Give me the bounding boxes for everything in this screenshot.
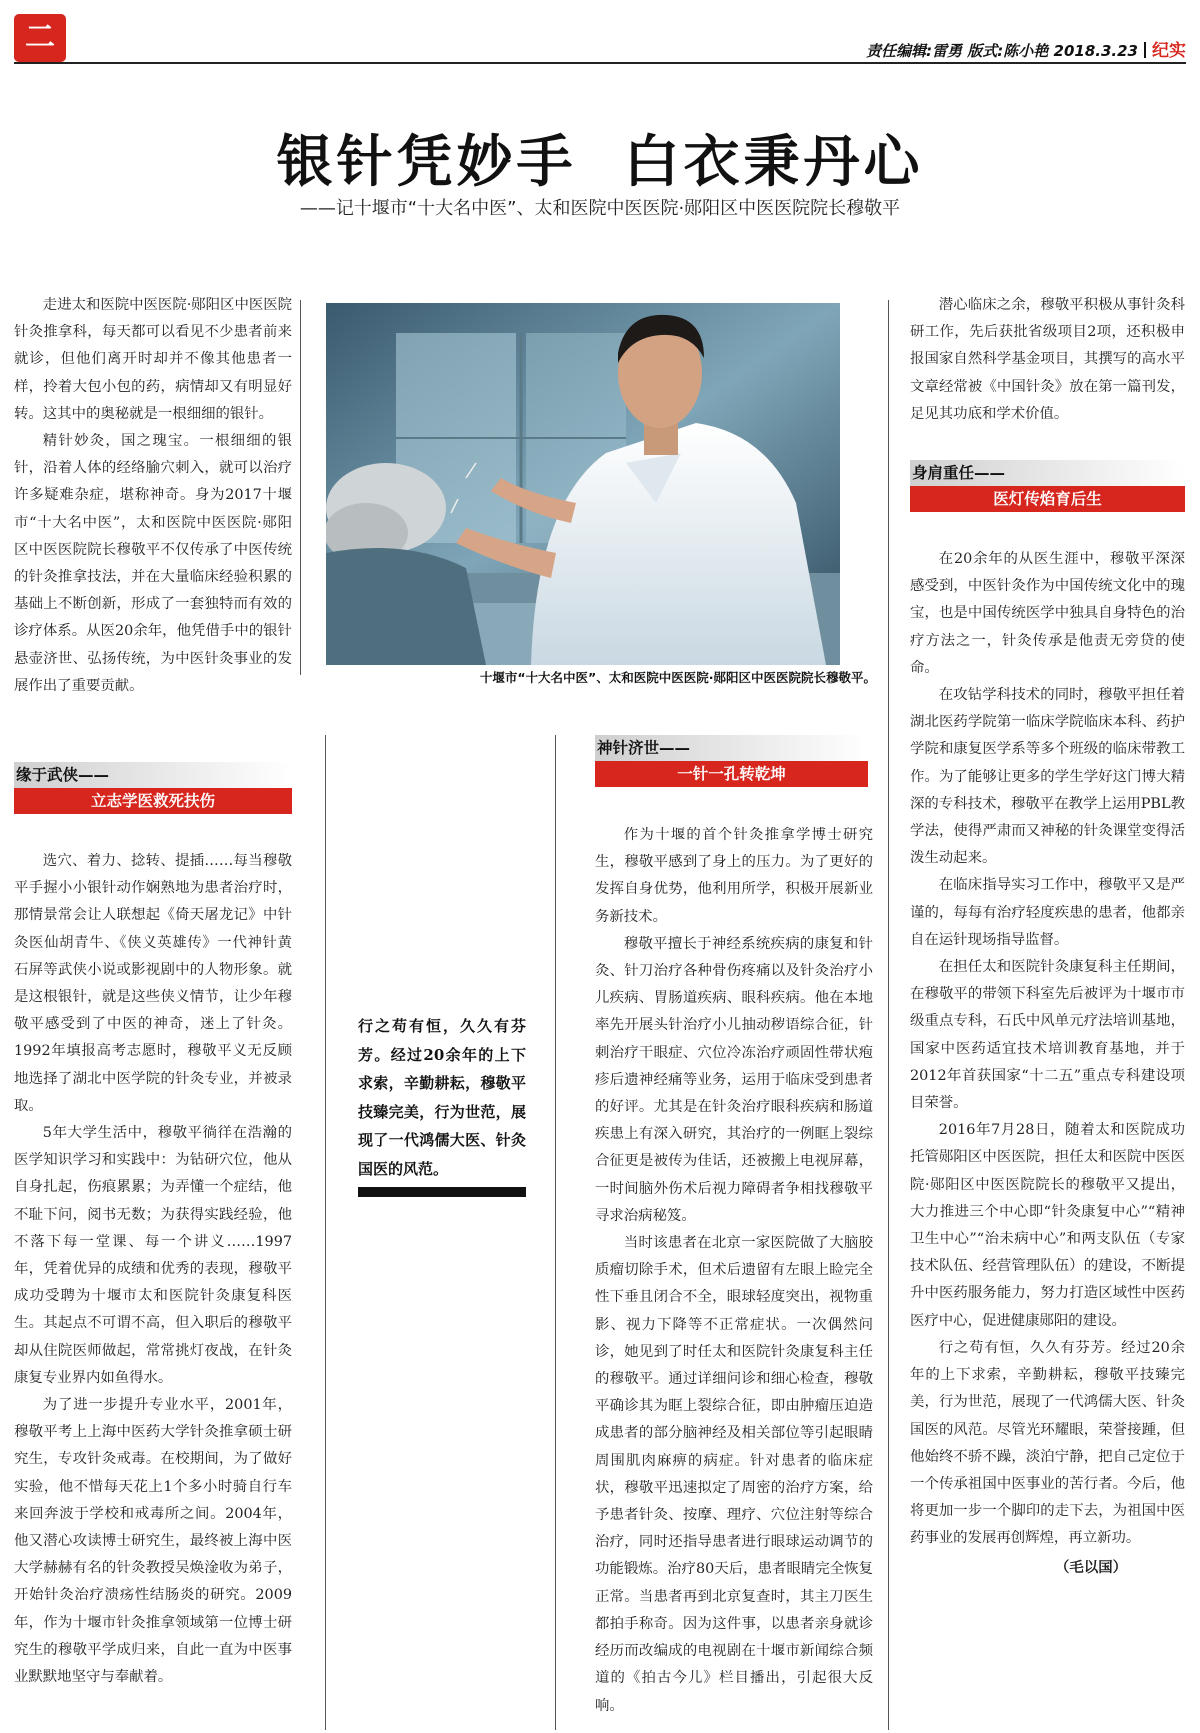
column-divider xyxy=(555,735,556,1730)
paragraph: 行之苟有恒，久久有芬芳。经过20余年的上下求索，辛勤耕耘，穆敬平技臻完美，行为世范，展现了一代鸿儒大医、针灸国医的风范。尽管光环耀眼，荣誉接踵，但他始终不骄不躁，淡泊宁静，把自己定位于一个传承祖国中医事业的苦行者。今后，他将更加一步一个脚印的走下去，为祖国中医药事业的发展再创辉煌，再立新功。 xyxy=(910,1339,1185,1547)
paragraph: 5年大学生活中，穆敬平徜徉在浩瀚的医学知识学习和实践中：为钻研穴位，他从自身扎起，伤痕累累；为弄懂一个症结，他不耻下问，阅书无数；为获得实践经验，他不落下每一堂课、每一个讲义……1997年，凭着优异的成绩和优秀的表现，穆敬平成功受聘为十堰市太和医院针灸康复科医生。其起点不可谓不高，但入职后的穆敬平却从住院医师做起，常常挑灯夜战，在针灸康复专业界内如鱼得水。 xyxy=(14,1125,292,1386)
section-title-bar: 医灯传焰育后生 xyxy=(910,486,1185,512)
author-byline: （毛以国） xyxy=(1055,1559,1127,1576)
section-name: 纪实 xyxy=(1152,41,1186,61)
column-1-top xyxy=(14,292,292,700)
paragraph: 在临床指导实习工作中，穆敬平又是严谨的，每每有治疗轻度疾患的患者，他都亲自在运针现场指导监督。 xyxy=(910,877,1185,948)
header-info xyxy=(866,36,1186,61)
column-divider xyxy=(888,300,889,1730)
subheadline: ——记十堰市“十大名中医”、太和医院中医医院·郧阳区中医医院院长穆敬平 xyxy=(299,198,901,219)
section-heading-1 xyxy=(14,762,292,814)
paragraph: 穆敬平擅长于神经系统疾病的康复和针灸、针刀治疗各种骨伤疼痛以及针灸治疗小儿疾病、胃肠道疾病、眼科疾病。他在本地率先开展头针治疗小儿抽动秽语综合征，针刺治疗干眼症、穴位冷冻治疗顽固性带状疱疹后遗神经痛等业务，运用于临床受到患者的好评。尤其是在针灸治疗眼科疾病和肠道疾患上有深入研究，其治疗的一例眶上裂综合征更是被传为佳话，还被搬上电视屏幕，一时间脑外伤术后视力障碍者争相找穆敬平寻求治病秘笈。 xyxy=(595,935,873,1224)
paragraph: 在攻钻学科技术的同时，穆敬平担任着湖北医药学院第一临床学院临床本科、药护学院和康复医学系等多个班级的临床带教工作。为了能够让更多的学生学好这门博大精深的专科技术，穆敬平在教学上运用PBL教学法，使得严肃而又神秘的针灸课堂变得活泼生动起来。 xyxy=(910,687,1185,867)
photo-caption: 十堰市“十大名中医”、太和医院中医医院·郧阳区中医医院院长穆敬平。 xyxy=(479,670,876,685)
article-photo xyxy=(326,303,840,665)
section-kicker: 身肩重任—— xyxy=(910,460,1185,486)
pull-quote-bar xyxy=(358,1187,526,1197)
paragraph: 为了进一步提升专业水平，2001年，穆敬平考上上海中医药大学针灸推拿硕士研究生，专攻针灸戒毒。在校期间，为了做好实验，他不惜每天花上1个多小时骑自行车来回奔波于学校和戒毒所之间。2004年，他又潜心攻读博士研究生，最终被上海中医大学赫赫有名的针灸教授吴焕淦收为弟子，开始针灸治疗溃疡性结肠炎的研究。2009年，作为十堰市针灸推拿领域第一位博士研究生的穆敬平学成归来，自此一直为中医事业默默地坚守与奉献着。 xyxy=(14,1397,292,1686)
paragraph: 在20余年的从医生涯中，穆敬平深深感受到，中医针灸作为中国传统文化中的瑰宝，也是中国传统医学中独具自身特色的治疗方法之一，针灸传承是他责无旁贷的使命。 xyxy=(910,551,1185,676)
doctor-acupuncture-illustration xyxy=(326,303,840,665)
paragraph: 作为十堰的首个针灸推拿学博士研究生，穆敬平感到了身上的压力。为了更好的发挥自身优势，他利用所学，积极开展新业务新技术。 xyxy=(595,827,873,925)
section-heading-3 xyxy=(910,460,1185,512)
paragraph: 精针妙灸，国之瑰宝。一根细细的银针，沿着人体的经络腧穴刺入，就可以治疗许多疑难杂症，堪称神奇。身为2017十堰市“十大名中医”，太和医院中医医院·郧阳区中医医院院长穆敬平不仅传承了中医传统的针灸推拿技法，并在大量临床经验积累的基础上不断创新，形成了一套独特而有效的诊疗体系。从医20余年，他凭借手中的银针悬壶济世、弘扬传统，为中医针灸事业的发展作出了重要贡献。 xyxy=(14,433,292,694)
column-divider xyxy=(300,300,301,675)
section-kicker: 神针济世—— xyxy=(595,735,868,761)
section-heading-2 xyxy=(595,735,868,787)
pull-quote: 行之苟有恒，久久有芬芳。经过20余年的上下求索，辛勤耕耘，穆敬平技臻完美，行为世范，展现了一代鸿儒大医、针灸国医的风范。 xyxy=(358,1017,526,1178)
section-title-bar: 一针一孔转乾坤 xyxy=(595,761,868,787)
header-rule xyxy=(14,62,1186,64)
page-number-badge: 二 xyxy=(14,14,66,62)
paragraph: 选穴、着力、捻转、提插……每当穆敬平手握小小银针动作娴熟地为患者治疗时，那情景常会让人联想起《倚天屠龙记》中针灸医仙胡青牛、《侠义英雄传》一代神针黄石屏等武侠小说或影视剧中的人物形象。就是这根银针，就是这些侠义情节，让少年穆敬平感受到了中医的神奇，迷上了针灸。1992年填报高考志愿时，穆敬平义无反顾地选择了湖北中医学院的针灸专业，并被录取。 xyxy=(14,853,292,1114)
paragraph: 潜心临床之余，穆敬平积极从事针灸科研工作，先后获批省级项目2项，还积极申报国家自然科学基金项目，其撰写的高水平文章经常被《中国针灸》放在第一篇刊发，足见其功底和学术价值。 xyxy=(910,297,1185,422)
paragraph: 当时该患者在北京一家医院做了大脑胶质瘤切除手术，但术后遗留有左眼上睑完全性下垂且闭合不全，眼球轻度突出，视物重影、视力下降等不正常症状。一次偶然问诊，她见到了时任太和医院针灸康复科主任的穆敬平。通过详细问诊和细心检查，穆敬平确诊其为眶上裂综合征，即由肿瘤压迫造成患者的部分脑神经及相关部位等引起眼睛周围肌肉麻痹的病症。针对患者的临床症状，穆敬平迅速拟定了周密的治疗方案，给予患者针灸、按摩、理疗、穴位注射等综合治疗，同时还指导患者进行眼球运动调节的功能锻炼。治疗80天后，患者眼睛完全恢复正常。当患者再到北京复查时，其主刀医生都拍手称奇。因为这件事，以患者亲身就诊经历而改编成的电视剧在十堰市新闻综合频道的《拍古今儿》栏目播出，引起很大反响。 xyxy=(595,1235,873,1714)
paragraph: 走进太和医院中医医院·郧阳区中医医院针灸推拿科，每天都可以看见不少患者前来就诊，但他们离开时却并不像其他患者一样，拎着大包小包的药，病情却又有明显好转。这其中的奥秘就是一根细细的银针。 xyxy=(14,297,293,422)
column-divider xyxy=(325,735,326,1730)
column-4-top xyxy=(910,292,1185,428)
section-title-bar: 立志学医救死扶伤 xyxy=(14,788,292,814)
layout-credit: 版式:陈小艳 xyxy=(967,42,1049,60)
headline: 银针凭妙手 白衣秉丹心 xyxy=(276,129,924,195)
paragraph: 在担任太和医院针灸康复科主任期间，在穆敬平的带领下科室先后被评为十堰市市级重点专科，石氏中风单元疗法培训基地，国家中医药适宜技术培训教育基地，并于2012年首获国家“十二五”重点专科建设项目荣誉。 xyxy=(910,959,1185,1112)
editor-credit: 责任编辑:雷勇 xyxy=(866,42,963,60)
column-3 xyxy=(595,822,873,1720)
column-4-bottom xyxy=(910,546,1185,1582)
paragraph: 2016年7月28日，随着太和医院成功托管郧阳区中医医院，担任太和医院中医医院·郧阳区中医医院院长的穆敬平又提出，大力推进三个中心即“针灸康复中心”“精神卫生中心”“治未病中心”和两支队伍（专家技术队伍、经营管理队伍）的建设，不断提升中医药服务能力，努力打造区域性中医药医疗中心，促进健康郧阳的建设。 xyxy=(910,1122,1185,1329)
header-divider xyxy=(1144,42,1146,58)
column-1-bottom xyxy=(14,848,292,1691)
issue-date: 2018.3.23 xyxy=(1053,42,1138,60)
section-kicker: 缘于武侠—— xyxy=(14,762,292,788)
